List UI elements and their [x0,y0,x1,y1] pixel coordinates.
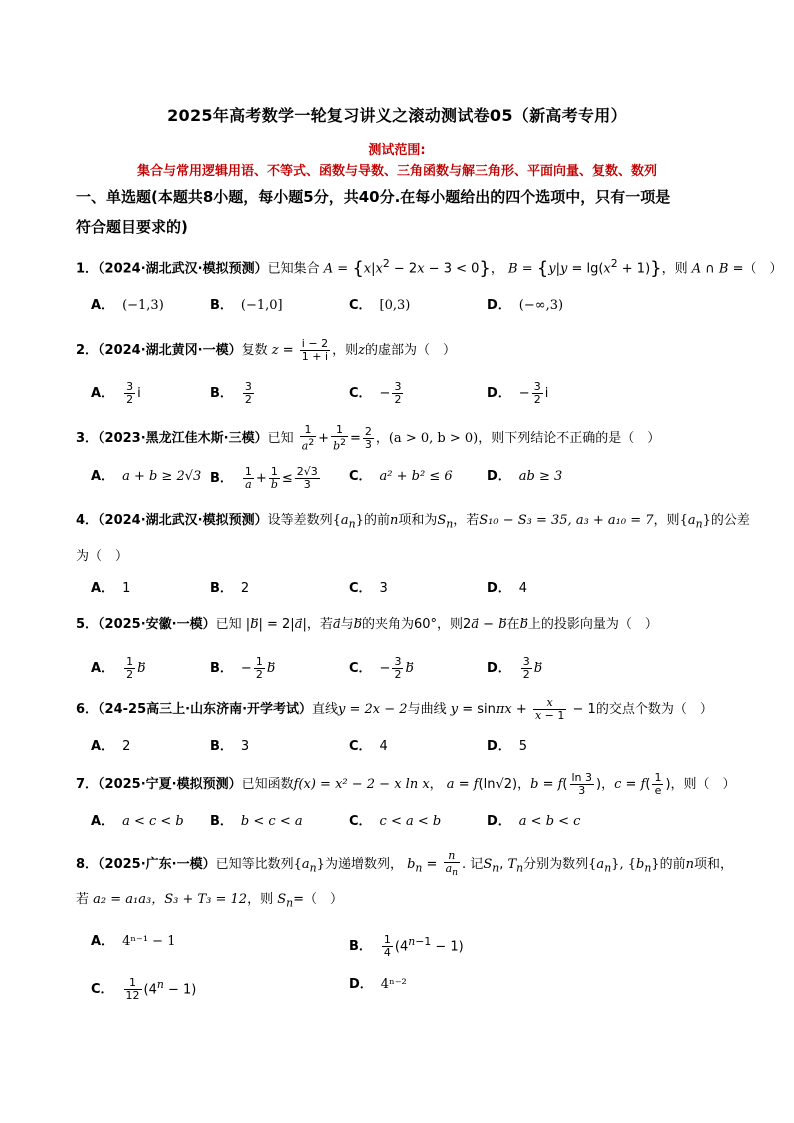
option-a: A． 4ⁿ⁻¹ − 1 [91,934,176,949]
option-d: D． 4 [487,581,528,596]
option-c: C． a² + b² ≤ 6 [349,469,453,484]
section-heading-cont: 符合题目要求的) [76,218,188,236]
question-4: 4．（2024·湖北武汉·模拟预测）设等差数列$\{a_n\}$的前n项和为$S_n$，若S₁₀ − S₃ = 35, a₃ + a₁₀ = 7，则$\{a_n\}$的公差 [76,513,750,531]
option-d: D． 4ⁿ⁻² [349,977,407,992]
question-8-cont: 若 a₂ = a₁a₃，S₃ + T₃ = 12，则 $S_n=$（ ） [76,892,344,910]
question-1: 1．（2024·湖北武汉·模拟预测）已知集合 $A = \{x|x^2 - 2x - 3 < 0\}$， $B = \{y|y = \lg(x^2 + 1)\}$，则 A ∩ B =（ ） [76,257,783,279]
question-5-options [91,656,691,680]
section-heading: 一、单选题(本题共8小题，每小题5分，共40分.在每小题给出的四个选项中，只有一项是 [76,188,671,206]
option-a: A． 2 [91,739,131,754]
option-b: B． $\frac{3}{2}$ [210,380,252,406]
option-c: C． − $\frac{3}{2}$ [349,380,402,406]
option-c: C． [0,3) [349,298,411,313]
option-a: A． a < c < b [91,814,184,829]
question-1-options [91,295,691,317]
question-6-options [91,736,691,758]
option-a: A． 1 [91,581,131,596]
question-8-options-row1 [91,931,691,960]
option-c: C． c < a < b [349,814,442,829]
option-c: C． 3 [349,581,388,596]
test-scope-label: 测试范围: [368,143,426,158]
question-7-options [91,811,691,833]
option-b: B． 2 [210,581,250,596]
option-c: C． − $\frac{3}{2}$ b [349,655,414,681]
option-a: A． $\frac{1}{2}$ b [91,655,146,681]
question-7: 7．（2025·宁夏·模拟预测）已知函数f(x) = x² − 2 − x ln x， a = f(ln√2)，b = f( $\frac{\ln 3}{3}$ )，c = f( $\frac{1}{e}$ )，则（ ） [76,771,736,797]
option-a: A． (−1,3) [91,298,164,313]
option-d: D． a < b < c [487,814,581,829]
option-d: D． − $\frac{3}{2}$ i [487,380,549,406]
question-4-cont: 为（ ） [76,549,129,564]
option-d: D． ab ≥ 3 [487,469,563,484]
question-2-options [91,381,691,405]
option-c: C． $\frac{1}{12}$ $(4^n - 1)$ [91,976,197,1003]
question-5: 5．（2025·安徽·一模）已知 |b⃗| = 2|a⃗|，若a与b的夹角为60°，则2a⃗ − b在b上的投影向量为（ ） [76,617,658,632]
option-b: B． 3 [210,739,250,754]
option-d: D． 5 [487,739,528,754]
option-b: B． − $\frac{1}{2}$ b [210,655,276,681]
question-6: 6．（24-25高三上·山东济南·开学考试）直线y = 2x − 2与曲线 y = sinπx + $\frac{x}{x - 1}$ − 1的交点个数为（ ） [76,696,713,722]
option-b: B． b < c < a [210,814,303,829]
question-2: 2．（2024·湖北黄冈·一模）复数 z = $\frac{i - 2}{1 + i}$ ，则z的虚部为（ ） [76,337,456,363]
question-3: 3．（2023·黑龙江佳木斯·三模）已知 $\frac{1}{a^2}$ + $\frac{1}{b^2}$ = $\frac{2}{3}$ ，(a > 0, b > 0)，则下列结论不正确的是（ ） [76,423,661,453]
question-8-options-row2 [91,974,691,1003]
page-title: 2025年高考数学一轮复习讲义之滚动测试卷05（新高考专用） [167,106,627,125]
question-3-options [91,466,691,490]
question-4-options [91,578,691,600]
test-scope-text: 集合与常用逻辑用语、不等式、函数与导数、三角函数与解三角形、平面向量、复数、数列 [136,164,657,179]
option-a: A． $\frac{3}{2}$ i [91,380,141,406]
question-8: 8．（2025·广东·一模）已知等比数列$\{a_n\}$为递增数列， $b_n$ = $\frac{n}{a_n}$ . 记$S_n$, $T_n$分别为数列$\{a_n\}$, $\{b_n\}$的前n项和， [76,849,733,879]
option-b: B． $\frac{1}{a}$ + $\frac{1}{b}$ ≤ $\frac{2√3}{3}$ [210,465,318,491]
option-d: D． $\frac{3}{2}$ b [487,655,543,681]
option-d: D． (−∞,3) [487,298,564,313]
option-b: B． (−1,0] [210,298,283,313]
option-b: B． $\frac{1}{4}$ $(4^{n-1} - 1)$ [349,933,464,960]
option-a: A． a + b ≥ 2√3 [91,469,202,484]
option-c: C． 4 [349,739,388,754]
